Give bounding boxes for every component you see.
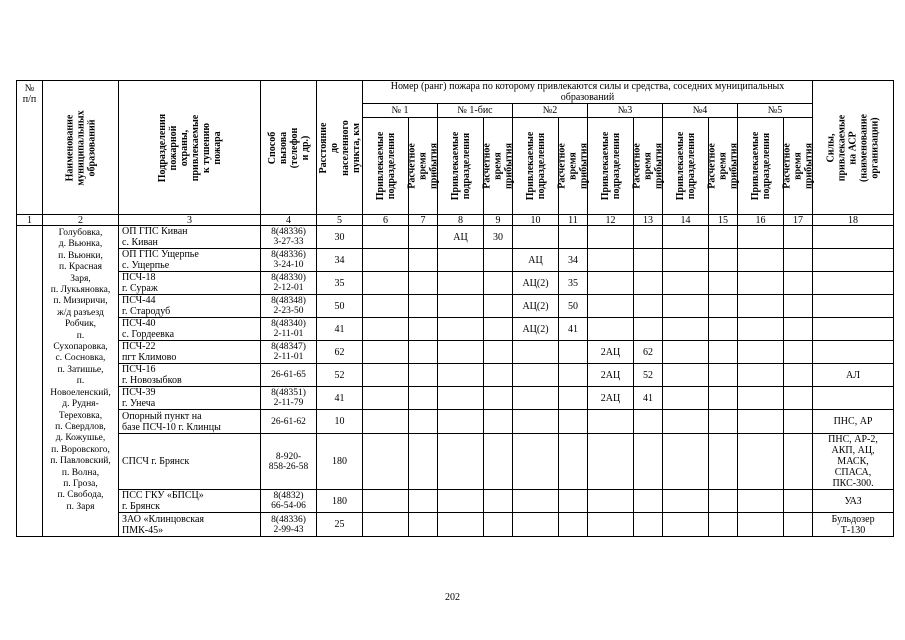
asr-cell [813, 318, 894, 341]
subheader-time [406, 118, 440, 215]
rank-time-cell [484, 272, 513, 295]
phone-cell: 8-920- 858-26-58 [261, 434, 317, 490]
rank-group-header: №3 [588, 104, 663, 118]
phone-cell: 8(48336) 3-24-10 [261, 249, 317, 272]
rank-units-cell [363, 513, 409, 537]
rank-time-cell: 34 [559, 249, 588, 272]
rank-time-cell [409, 513, 438, 537]
rank-units-cell [738, 387, 784, 410]
header-muni [43, 81, 119, 215]
rank-units-cell [363, 295, 409, 318]
rank-time-cell [484, 434, 513, 490]
distance-cell: 35 [317, 272, 363, 295]
rank-time-cell [409, 490, 438, 513]
rank-time-cell [784, 249, 813, 272]
rank-units-cell [738, 410, 784, 434]
rank-units-cell [513, 226, 559, 249]
rank-units-cell [588, 318, 634, 341]
rank-time-cell: 30 [484, 226, 513, 249]
phone-cell: 8(4832) 66-54-06 [261, 490, 317, 513]
rank-units-cell [663, 434, 709, 490]
rank-units-cell: АЦ [513, 249, 559, 272]
subheader-units-label: Привлекаемые подразделения [374, 131, 397, 201]
rank-time-cell [784, 295, 813, 318]
column-number: 8 [438, 215, 484, 226]
subheader-units [513, 118, 559, 215]
rank-group-header: №5 [738, 104, 813, 118]
asr-cell [813, 387, 894, 410]
rank-time-cell [709, 387, 738, 410]
rank-units-cell [363, 272, 409, 295]
rank-units-cell [438, 318, 484, 341]
rank-time-cell [559, 364, 588, 387]
table-row [17, 341, 894, 364]
rank-time-cell [484, 318, 513, 341]
rank-units-cell [738, 434, 784, 490]
rank-units-cell [438, 249, 484, 272]
municipalities-cell: Голубовка, д. Вьюнка, п. Вьюнки, п. Красная Заря, п. Лукьяновка, п. Мизиричи, ж/д разъезд Робчик, п. Сухопаровка, с. Сосновка, п. Затишье, п. Новоеленский, д. Рудня- Тереховка, п. Свердлов, д. Кожушье, п. Воровского, п. Павловский, п. Волна, п. Гроза, п. Свобода, п. Заря [43, 226, 119, 537]
phone-cell: 8(48340) 2-11-01 [261, 318, 317, 341]
rank-units-cell: 2АЦ [588, 387, 634, 410]
asr-cell: УАЗ [813, 490, 894, 513]
rank-units-cell [363, 490, 409, 513]
rank-group-header: №2 [513, 104, 588, 118]
subheader-units [363, 118, 409, 215]
rank-units-cell [663, 410, 709, 434]
column-number: 16 [738, 215, 784, 226]
table-row [17, 249, 894, 272]
header-dept [119, 81, 261, 215]
rank-time-cell: 52 [634, 364, 663, 387]
phone-cell: 8(48330) 2-12-01 [261, 272, 317, 295]
rank-time-cell [634, 272, 663, 295]
subheader-units [588, 118, 634, 215]
rank-units-cell [588, 295, 634, 318]
column-number: 17 [784, 215, 813, 226]
phone-cell: 26-61-62 [261, 410, 317, 434]
rank-time-cell [634, 490, 663, 513]
rank-units-cell [438, 387, 484, 410]
dept-cell: ПСЧ-18 г. Сураж [119, 272, 261, 295]
rank-time-cell [634, 226, 663, 249]
table-row [17, 295, 894, 318]
column-number: 3 [119, 215, 261, 226]
rank-time-cell [634, 318, 663, 341]
rank-time-cell [634, 249, 663, 272]
rank-time-cell [784, 272, 813, 295]
rank-time-cell [484, 490, 513, 513]
rank-units-cell [438, 272, 484, 295]
column-number: 12 [588, 215, 634, 226]
column-number: 2 [43, 215, 119, 226]
subheader-time-label: Расчетное время прибытия [631, 143, 665, 189]
fire-forces-table [16, 80, 894, 537]
column-number: 10 [513, 215, 559, 226]
rank-time-cell [559, 513, 588, 537]
rank-time-cell [409, 249, 438, 272]
rank-units-cell [663, 490, 709, 513]
rank-units-cell [513, 341, 559, 364]
rank-units-cell [363, 434, 409, 490]
rank-time-cell: 62 [634, 341, 663, 364]
rank-units-cell: АЦ(2) [513, 272, 559, 295]
dept-cell: ЗАО «Клинцовская ПМК-45» [119, 513, 261, 537]
rank-group-header: № 1-бис [438, 104, 513, 118]
rank-units-cell [513, 434, 559, 490]
rank-time-cell [484, 364, 513, 387]
rank-time-cell [784, 490, 813, 513]
subheader-time-label: Расчетное время прибытия [406, 143, 440, 189]
rank-time-cell [559, 410, 588, 434]
rank-time-cell [484, 410, 513, 434]
table-row [17, 434, 894, 490]
subheader-time [706, 118, 740, 215]
header-distance-label: Расстояние до населенного пункта, км [317, 119, 362, 176]
rank-units-cell [513, 410, 559, 434]
rank-group-header: № 1 [363, 104, 438, 118]
header-method [261, 81, 317, 215]
rank-time-cell [709, 295, 738, 318]
rank-units-cell [738, 513, 784, 537]
column-number: 6 [363, 215, 409, 226]
rank-time-cell [784, 341, 813, 364]
rank-units-cell [513, 387, 559, 410]
rank-time-cell [409, 410, 438, 434]
rank-units-cell [363, 364, 409, 387]
rank-units-cell [738, 318, 784, 341]
distance-cell: 41 [317, 318, 363, 341]
distance-cell: 34 [317, 249, 363, 272]
rank-units-cell [588, 410, 634, 434]
rank-units-cell: АЦ(2) [513, 318, 559, 341]
rank-units-cell [663, 318, 709, 341]
phone-cell: 8(48336) 2-99-43 [261, 513, 317, 537]
distance-cell: 180 [317, 490, 363, 513]
rank-time-cell [484, 295, 513, 318]
subheader-units [663, 118, 709, 215]
asr-cell [813, 226, 894, 249]
dept-cell: ПСЧ-16 г. Новозыбков [119, 364, 261, 387]
dept-cell: ПСС ГКУ «БПСЦ» г. Брянск [119, 490, 261, 513]
subheader-time-label: Расчетное время прибытия [781, 143, 815, 189]
rank-time-cell [409, 318, 438, 341]
rank-time-cell [784, 410, 813, 434]
rank-units-cell [513, 490, 559, 513]
rank-units-cell [588, 490, 634, 513]
rank-units-cell [513, 513, 559, 537]
column-number: 9 [484, 215, 513, 226]
rank-units-cell: 2АЦ [588, 364, 634, 387]
header-num: № п/п [17, 81, 43, 215]
asr-cell: Бульдозер Т-130 [813, 513, 894, 537]
rank-time-cell [634, 410, 663, 434]
rank-time-cell [409, 295, 438, 318]
table-row [17, 410, 894, 434]
phone-cell: 8(48351) 2-11-79 [261, 387, 317, 410]
rank-units-cell [438, 513, 484, 537]
rank-time-cell [634, 434, 663, 490]
rank-time-cell [409, 341, 438, 364]
rank-units-cell: АЦ [438, 226, 484, 249]
rank-units-cell: 2АЦ [588, 341, 634, 364]
subheader-time [481, 118, 515, 215]
rank-time-cell [559, 434, 588, 490]
rank-time-cell [409, 434, 438, 490]
rank-units-cell [588, 249, 634, 272]
rank-units-cell [663, 341, 709, 364]
subheader-units [738, 118, 784, 215]
rank-time-cell [559, 226, 588, 249]
rank-units-cell [588, 513, 634, 537]
rank-units-cell [438, 434, 484, 490]
asr-cell [813, 249, 894, 272]
rank-time-cell [484, 387, 513, 410]
table-row [17, 318, 894, 341]
rank-time-cell [409, 387, 438, 410]
distance-cell: 41 [317, 387, 363, 410]
rank-time-cell [709, 490, 738, 513]
column-number: 13 [634, 215, 663, 226]
rank-units-cell: АЦ(2) [513, 295, 559, 318]
subheader-units-label: Привлекаемые подразделения [674, 131, 697, 201]
table-row [17, 226, 894, 249]
dept-cell: ОП ГПС Ущерпье с. Ущерпье [119, 249, 261, 272]
rank-time-cell [784, 513, 813, 537]
rank-units-cell [363, 410, 409, 434]
rank-units-cell [738, 226, 784, 249]
rank-units-cell [363, 249, 409, 272]
rank-units-cell [363, 341, 409, 364]
rank-units-cell [738, 249, 784, 272]
phone-cell: 8(48336) 3-27-33 [261, 226, 317, 249]
rank-time-cell [709, 249, 738, 272]
dept-cell: ПСЧ-22 пгт Климово [119, 341, 261, 364]
rank-time-cell [784, 226, 813, 249]
table-row [17, 513, 894, 537]
rank-time-cell [784, 318, 813, 341]
header-method-label: Способ вызова (телефон и др.) [266, 127, 311, 168]
rank-units-cell [363, 318, 409, 341]
page-number: 202 [445, 592, 460, 603]
subheader-units-label: Привлекаемые подразделения [524, 131, 547, 201]
subheader-time [556, 118, 590, 215]
rank-units-cell [513, 364, 559, 387]
rank-units-cell [363, 226, 409, 249]
subheader-units-label: Привлекаемые подразделения [449, 131, 472, 201]
rank-time-cell [559, 341, 588, 364]
distance-cell: 25 [317, 513, 363, 537]
distance-cell: 52 [317, 364, 363, 387]
table-row [17, 490, 894, 513]
rank-units-cell [438, 410, 484, 434]
rank-time-cell [784, 364, 813, 387]
distance-cell: 62 [317, 341, 363, 364]
rank-time-cell [484, 341, 513, 364]
dept-cell: ПСЧ-39 г. Унеча [119, 387, 261, 410]
phone-cell: 8(48348) 2-23-50 [261, 295, 317, 318]
rank-units-cell [738, 341, 784, 364]
rank-time-cell: 35 [559, 272, 588, 295]
rank-group-header: №4 [663, 104, 738, 118]
subheader-time [631, 118, 665, 215]
distance-cell: 180 [317, 434, 363, 490]
dept-cell: ОП ГПС Киван с. Киван [119, 226, 261, 249]
rank-units-cell [663, 226, 709, 249]
rank-units-cell [438, 364, 484, 387]
rank-time-cell [484, 249, 513, 272]
rank-units-cell [663, 513, 709, 537]
dept-cell: ПСЧ-40 с. Гордеевка [119, 318, 261, 341]
header-muni-label: Наименование муниципальных образований [64, 109, 97, 186]
rank-time-cell [634, 513, 663, 537]
rank-units-cell [438, 341, 484, 364]
asr-cell [813, 341, 894, 364]
rank-units-cell [738, 272, 784, 295]
dept-cell: Опорный пункт на базе ПСЧ-10 г. Клинцы [119, 410, 261, 434]
rank-time-cell [559, 490, 588, 513]
rank-time-cell [709, 410, 738, 434]
rank-time-cell [409, 272, 438, 295]
column-number: 14 [663, 215, 709, 226]
rank-time-cell [709, 513, 738, 537]
rank-time-cell [709, 272, 738, 295]
rank-units-cell [738, 490, 784, 513]
rank-time-cell [709, 434, 738, 490]
column-number: 1 [17, 215, 43, 226]
subheader-units-label: Привлекаемые подразделения [599, 131, 622, 201]
subheader-units [438, 118, 484, 215]
rank-units-cell [363, 387, 409, 410]
asr-cell: АЛ [813, 364, 894, 387]
distance-cell: 50 [317, 295, 363, 318]
header-rank-title: Номер (ранг) пожара по которому привлекаются силы и средства, соседних муниципальных образований [363, 81, 813, 104]
rank-units-cell [588, 272, 634, 295]
column-number: 7 [409, 215, 438, 226]
asr-cell: ПНС, АР-2, АКП, АЦ, МАСК, СПАСА, ПКС-300. [813, 434, 894, 490]
rank-units-cell [663, 295, 709, 318]
header-distance [317, 81, 363, 215]
distance-cell: 10 [317, 410, 363, 434]
column-number: 15 [709, 215, 738, 226]
subheader-time-label: Расчетное время прибытия [706, 143, 740, 189]
rank-time-cell [634, 295, 663, 318]
rank-time-cell [709, 364, 738, 387]
rank-time-cell [484, 513, 513, 537]
dept-cell: СПСЧ г. Брянск [119, 434, 261, 490]
subheader-time [781, 118, 815, 215]
rank-units-cell [438, 295, 484, 318]
rank-units-cell [663, 272, 709, 295]
phone-cell: 8(48347) 2-11-01 [261, 341, 317, 364]
rank-time-cell [784, 434, 813, 490]
rank-time-cell: 41 [559, 318, 588, 341]
rank-units-cell [663, 364, 709, 387]
rank-time-cell [409, 226, 438, 249]
rank-units-cell [663, 249, 709, 272]
rank-time-cell [559, 387, 588, 410]
rank-time-cell [709, 226, 738, 249]
table-row [17, 387, 894, 410]
rank-units-cell [663, 387, 709, 410]
rank-units-cell [588, 434, 634, 490]
rank-time-cell [409, 364, 438, 387]
rank-time-cell: 41 [634, 387, 663, 410]
column-number: 5 [317, 215, 363, 226]
subheader-time-label: Расчетное время прибытия [556, 143, 590, 189]
rank-time-cell [709, 341, 738, 364]
rank-time-cell [784, 387, 813, 410]
rank-units-cell [738, 295, 784, 318]
asr-cell [813, 272, 894, 295]
subheader-units-label: Привлекаемые подразделения [749, 131, 772, 201]
header-dept-label: Подразделения пожарной охраны, привлекаемые к тушению пожара [156, 113, 223, 182]
rank-time-cell: 50 [559, 295, 588, 318]
phone-cell: 26-61-65 [261, 364, 317, 387]
header-asr-label: Силы, привлекаемые на АСР (наименование организации) [825, 113, 881, 182]
rank-units-cell [738, 364, 784, 387]
row-number-cell [17, 226, 43, 537]
header-asr [813, 81, 894, 215]
asr-cell: ПНС, АР [813, 410, 894, 434]
column-number: 18 [813, 215, 894, 226]
rank-time-cell [709, 318, 738, 341]
asr-cell [813, 295, 894, 318]
rank-units-cell [588, 226, 634, 249]
dept-cell: ПСЧ-44 г. Стародуб [119, 295, 261, 318]
table-row [17, 364, 894, 387]
table-row [17, 272, 894, 295]
rank-units-cell [438, 490, 484, 513]
column-number: 11 [559, 215, 588, 226]
column-number: 4 [261, 215, 317, 226]
distance-cell: 30 [317, 226, 363, 249]
subheader-time-label: Расчетное время прибытия [481, 143, 515, 189]
